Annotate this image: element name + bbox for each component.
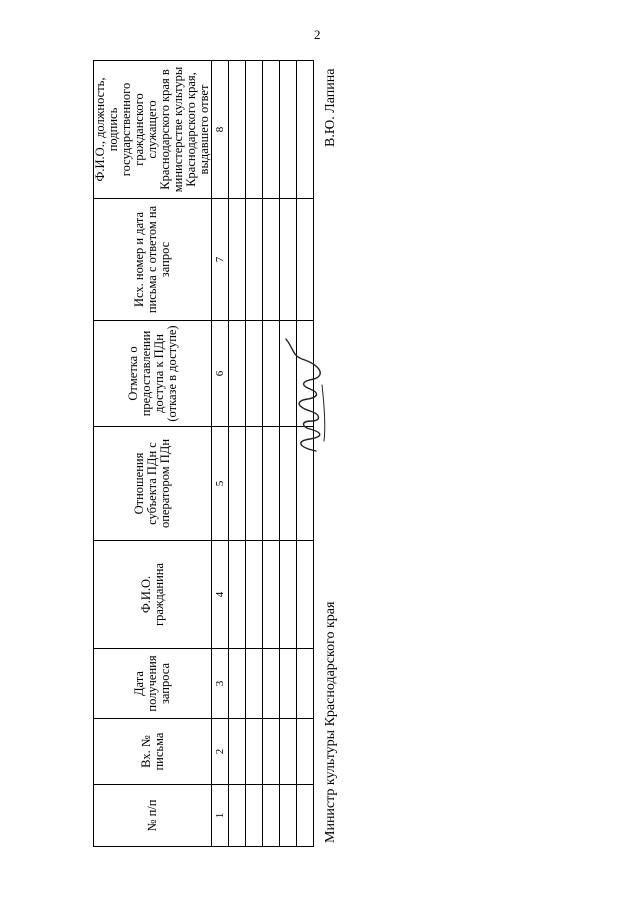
signature-mark — [280, 335, 340, 455]
header-cell: № п/п — [94, 785, 212, 847]
header-cell: Отметка о предоставлении доступа к ПДн (отказе в доступе) — [94, 321, 212, 427]
table-row — [229, 61, 246, 847]
column-number: 7 — [212, 199, 229, 321]
header-row — [94, 61, 212, 847]
header-cell: Исх. номер и дата письма с ответом на запрос — [94, 199, 212, 321]
column-number: 6 — [212, 321, 229, 427]
header-cell: Ф.И.О. гражданина — [94, 541, 212, 649]
header-cell: Отношения субъекта ПДн с оператором ПДн — [94, 427, 212, 541]
minister-name: В.Ю. Лапина — [323, 68, 338, 147]
column-number: 5 — [212, 427, 229, 541]
header-cell: Ф.И.О., должность, подпись государственного гражданского служащего Краснодарского края в министерстве культуры Краснодарского края, выдавшего ответ — [94, 61, 212, 199]
header-cell: Дата получения запроса — [94, 649, 212, 719]
header-cell: Вх. № письма — [94, 719, 212, 785]
table-row — [246, 61, 263, 847]
table-row — [263, 61, 280, 847]
column-number-row — [212, 61, 229, 847]
minister-title: Министр культуры Краснодарского края — [323, 601, 338, 843]
column-number: 4 — [212, 541, 229, 649]
column-number: 1 — [212, 785, 229, 847]
column-number: 3 — [212, 649, 229, 719]
column-number: 2 — [212, 719, 229, 785]
column-number: 8 — [212, 61, 229, 199]
page-number: 2 — [314, 27, 321, 42]
